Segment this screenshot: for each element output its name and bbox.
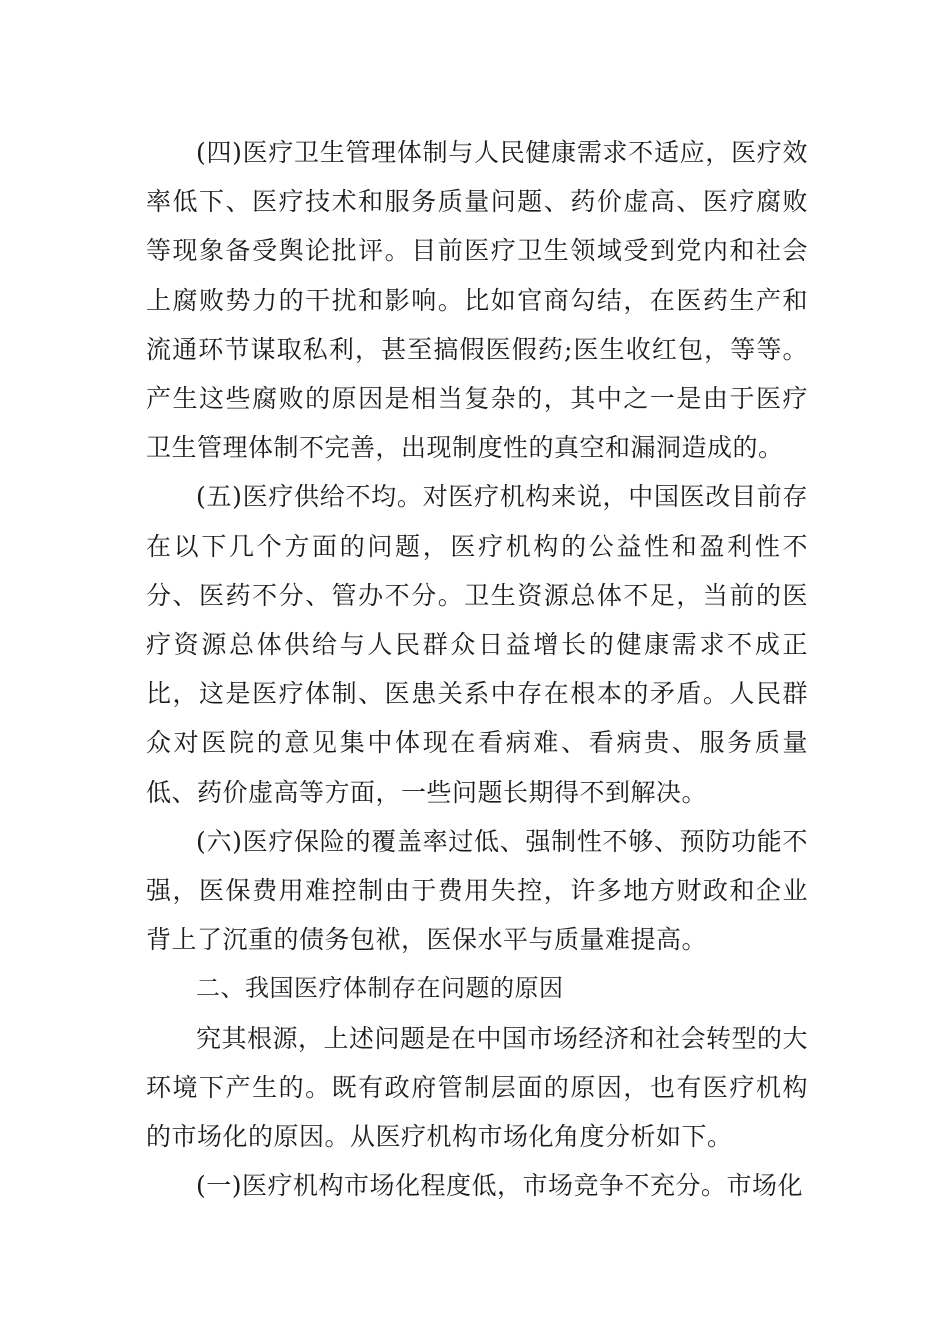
section-heading-causes: 二、我国医疗体制存在问题的原因 — [196, 974, 564, 1003]
paragraph-marketization: (一)医疗机构市场化程度低，市场竞争不充分。市场化 — [196, 1171, 804, 1201]
paragraph-root-causes: 究其根源，上述问题是在中国市场经济和社会转型的大环境下产生的。既有政府管制层面的原因，也有医疗机构的市场化的原因。从医疗机构市场化角度分析如下。 — [146, 1023, 809, 1152]
paragraph-medical-supply: (五)医疗供给不均。对医疗机构来说，中国医改目前存在以下几个方面的问题，医疗机构的公益性和盈利性不分、医药不分、管办不分。卫生资源总体不足，当前的医疗资源总体供给与人民群众日益增长的健康需求不成正比，这是医疗体制、医患关系中存在根本的矛盾。人民群众对医院的意见集中体现在看病难、看病贵、服务质量低、药价虚高等方面，一些问题长期得不到解决。 — [146, 482, 808, 807]
paragraph-medical-insurance: (六)医疗保险的覆盖率过低、强制性不够、预防功能不强，医保费用难控制由于费用失控，许多地方财政和企业背上了沉重的债务包袱，医保水平与质量难提高。 — [146, 826, 808, 955]
document-body — [146, 128, 808, 1210]
paragraph-management-system: (四)医疗卫生管理体制与人民健康需求不适应，医疗效率低下、医疗技术和服务质量问题、药价虚高、医疗腐败等现象备受舆论批评。目前医疗卫生领域受到党内和社会上腐败势力的干扰和影响。比如官商勾结，在医药生产和流通环节谋取私利，甚至搞假医假药;医生收红包，等等。产生这些腐败的原因是相当复杂的，其中之一是由于医疗卫生管理体制不完善，出现制度性的真空和漏洞造成的。 — [146, 138, 808, 463]
